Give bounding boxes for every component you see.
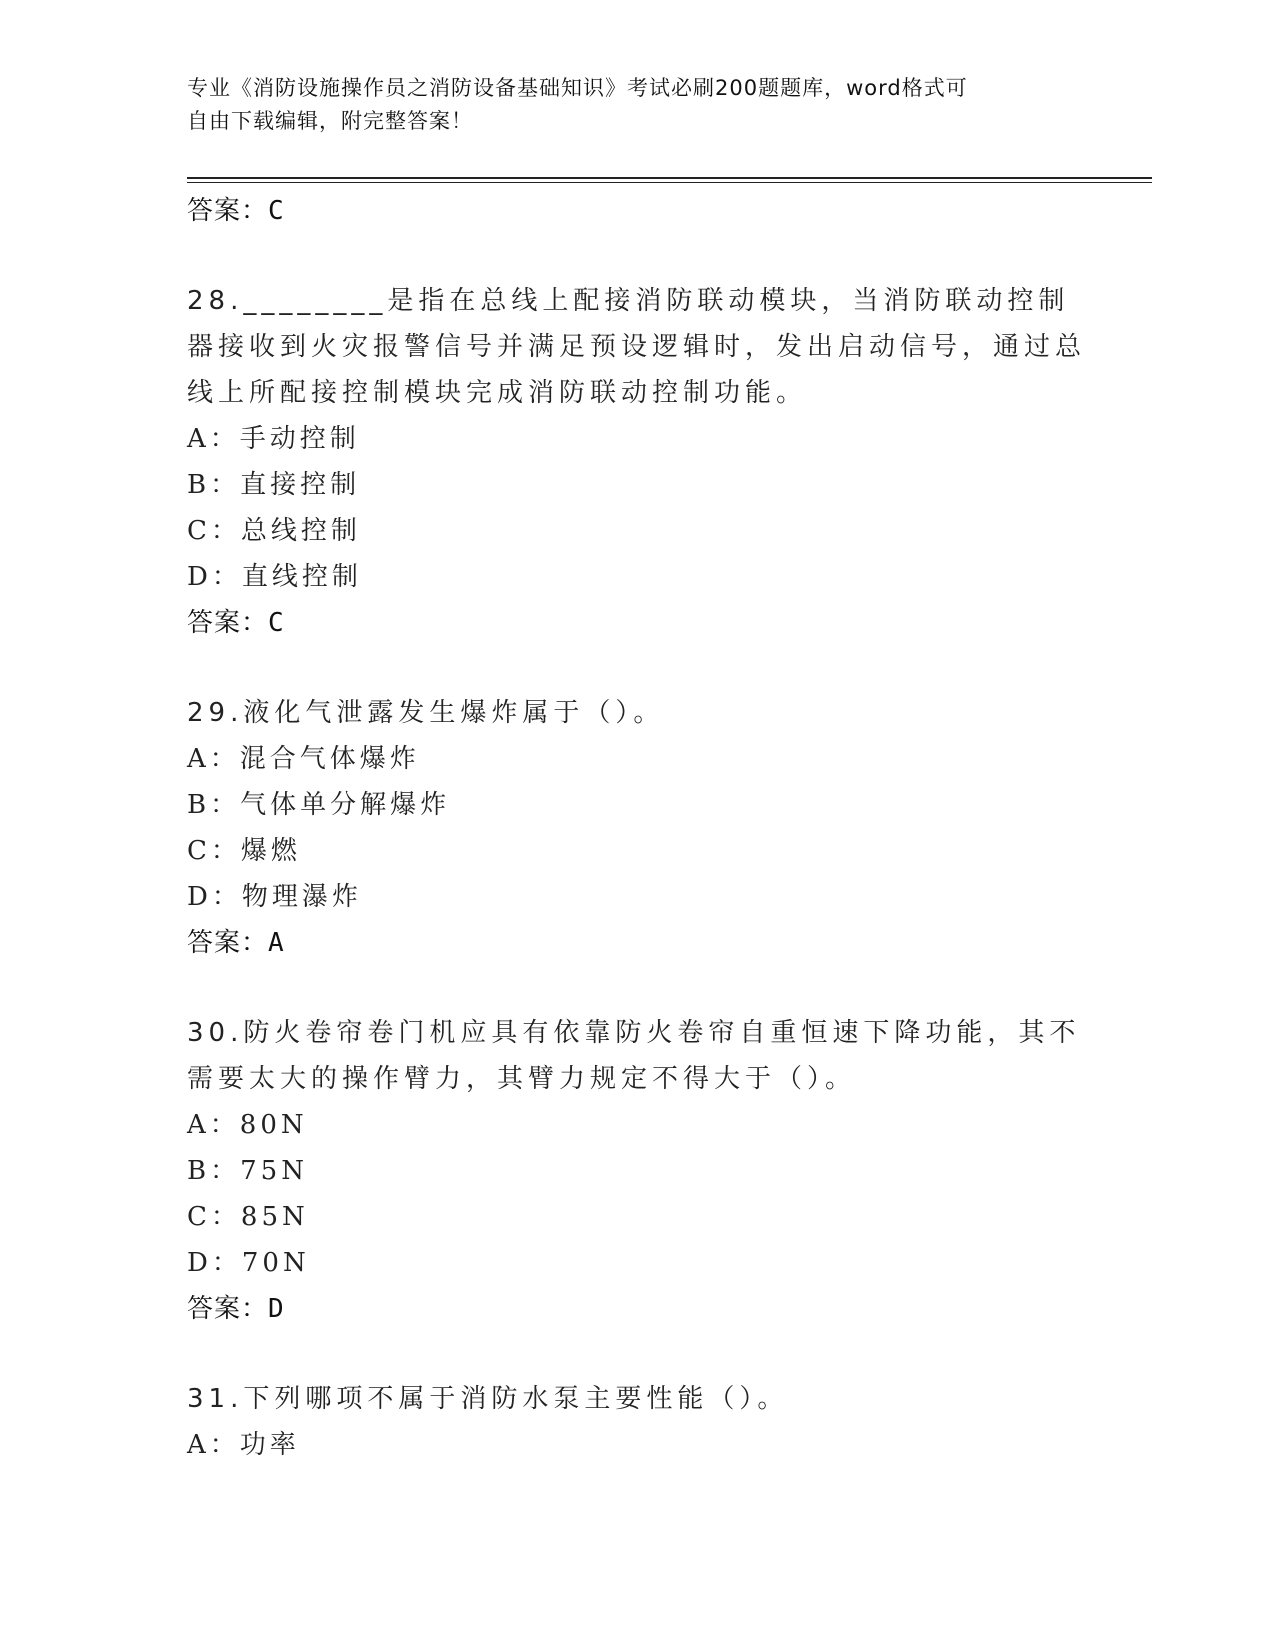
answer-label: 答案：	[187, 1294, 269, 1324]
answer-line	[187, 188, 1087, 234]
question-29	[187, 690, 1087, 966]
answer-label: 答案：	[187, 928, 269, 958]
option-letter: D：	[187, 882, 242, 912]
option-text: 85N	[240, 1202, 309, 1232]
option-letter: A：	[187, 744, 240, 774]
option-letter: D：	[187, 1248, 242, 1278]
question-30	[187, 1010, 1087, 1332]
option-text: 功率	[239, 1430, 300, 1460]
option-letter: A：	[187, 1110, 240, 1140]
header-line-1: 专业《消防设施操作员之消防设备基础知识》考试必刷200题题库，word格式可	[187, 76, 968, 100]
option-a	[187, 1102, 1087, 1148]
option-a	[187, 416, 1087, 462]
option-text: 爆燃	[240, 836, 301, 866]
option-text: 直接控制	[240, 470, 361, 500]
answer-value: D	[268, 1294, 285, 1324]
question-stem: 31.下列哪项不属于消防水泵主要性能（）。	[187, 1384, 789, 1414]
option-text: 直线控制	[241, 562, 362, 592]
document-header	[187, 72, 1087, 138]
option-text: 手动控制	[239, 424, 360, 454]
option-letter: C：	[187, 516, 241, 546]
question-list	[187, 188, 1087, 1468]
option-text: 总线控制	[240, 516, 361, 546]
question-31	[187, 1376, 1087, 1468]
option-c	[187, 508, 1087, 554]
option-d	[187, 874, 1087, 920]
option-letter: A：	[187, 424, 240, 454]
answer-line	[187, 600, 1087, 646]
header-divider-thick	[187, 177, 1152, 179]
option-b	[187, 462, 1087, 508]
option-text: 75N	[240, 1156, 308, 1186]
option-b	[187, 782, 1087, 828]
option-text: 混合气体爆炸	[239, 744, 420, 774]
answer-line	[187, 1286, 1087, 1332]
option-text: 物理瀑炸	[241, 882, 362, 912]
option-d	[187, 554, 1087, 600]
option-letter: B：	[187, 1156, 241, 1186]
option-a	[187, 736, 1087, 782]
question-stem: 30.防火卷帘卷门机应具有依靠防火卷帘自重恒速下降功能，其不需要太大的操作臂力，其臂力规定不得大于（）。	[187, 1018, 1081, 1094]
option-letter: D：	[187, 562, 242, 592]
answer-label: 答案：	[187, 196, 269, 226]
option-letter: A：	[187, 1430, 240, 1460]
option-b	[187, 1148, 1087, 1194]
answer-value: A	[268, 928, 285, 958]
option-letter: B：	[187, 470, 241, 500]
option-text: 80N	[239, 1110, 308, 1140]
header-line-2: 自由下载编辑，附完整答案！	[187, 109, 473, 133]
option-a	[187, 1422, 1087, 1468]
option-d	[187, 1240, 1087, 1286]
option-letter: C：	[187, 1202, 241, 1232]
option-text: 气体单分解爆炸	[240, 790, 451, 820]
answer-value: C	[268, 196, 285, 226]
option-letter: C：	[187, 836, 241, 866]
answer-label: 答案：	[187, 608, 269, 638]
question-stem: 29.液化气泄露发生爆炸属于（）。	[187, 698, 665, 728]
question-stem: 28.________是指在总线上配接消防联动模块，当消防联动控制器接收到火灾报警信号并满足预设逻辑时，发出启动信号，通过总线上所配接控制模块完成消防联动控制功能。	[187, 286, 1087, 408]
option-c	[187, 1194, 1087, 1240]
option-text: 70N	[241, 1248, 310, 1278]
answer-line	[187, 920, 1087, 966]
option-letter: B：	[187, 790, 241, 820]
option-c	[187, 828, 1087, 874]
question-28	[187, 278, 1087, 646]
answer-value: C	[268, 608, 285, 638]
header-divider-thin	[187, 182, 1152, 183]
